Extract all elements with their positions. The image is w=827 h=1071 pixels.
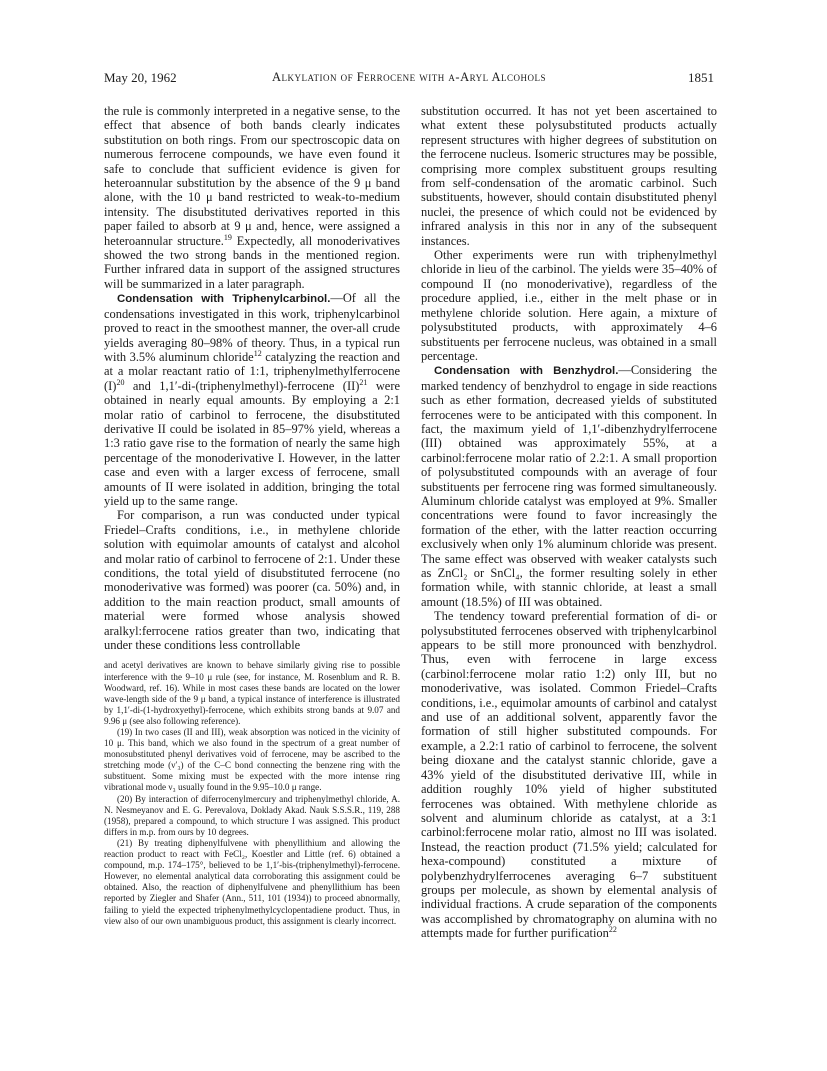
page-number: 1851 [688,70,714,85]
footnote-ref-19: 19 [223,232,232,242]
header-date: May 20, 1962 [104,70,177,85]
right-column [421,104,717,941]
paragraph-benzhydrol: Condensation with Benzhydrol.—Considering the marked tendency of benzhydrol to engage in side reactions such as ether formation, decreased yields of substituted ferrocenes were to be anticipated with this component. In fact, the maximum yield of 1,1′-dibenzhydrylferrocene (III) obtained was approximately 55%, at a carbinol:ferrocene molar ratio of 2.2:1. A small proportion of polysubstituted compounds with an average of four substituents per ferrocene ring was formed simultaneously. Aluminum chloride catalyst was employed at 9%. Smaller concentrations were found to favor increasingly the formation of the ether, with the latter reaction occurring exclusively when only 1% aluminum chloride was present. The same effect was observed with weaker catalysts such as ZnCl₂ or SnCl₄, the former resulting solely in ether formation while, with stannic chloride, at least a small amount (18.5%) of III was obtained. [421,363,717,609]
footnote-21: (21) By treating diphenylfulvene with phenyllithium and allowing the reaction product to react with FeCl₂, Koestler and Little (ref. 6) obtained a compound, m.p. 174–175°, believed to be 1,1′-bis-(triphenylmethyl)-ferrocene. However, no elemental analytical data corroborating this assignment could be obtained. Also, the reaction of diphenylfulvene and phenyllithium has been reported by Ziegler and Shafer (Ann., 511, 101 (1934)) to proceed abnormally, failing to yield the expected triphenylmethylcyclopentadiene product. Thus, in view also of our own unambiguous product, this assignment is clearly incorrect. [104,837,400,926]
paragraph-polysubstitution: substitution occurred. It has not yet been ascertained to what extent these polysubstituted products actually represent structures with higher degrees of substitution on the ferrocene nucleus. Isomeric structures may be possible, comprising more complex substituent groups resulting from self-condensation of the aromatic carbinol. Such substituents, however, should contain disubstituted phenyl nuclei, the presence of which could not be evidenced by infrared analysis in this nor in any of the subsequent instances. [421,104,717,248]
running-header [104,70,714,88]
section-heading-benzhydrol: Condensation with Benzhydrol. [434,365,619,378]
paragraph-rule-interpretation: the rule is commonly interpreted in a negative sense, to the effect that absence of both bands clearly indicates substitution on both rings. From our spectroscopic data on numerous ferrocene compounds, we have even found it safe to conclude that sufficient evidence is given for heteroannular substitution by the absence of the 9 μ band alone, with the 10 μ band restricted to weak-to-medium intensity. The disubstituted derivatives reported in this paper failed to absorb at 9 μ and, hence, were assigned a heteroannular structure.$^{19}$ Expectedly, all monoderivatives showed the two strong bands in the mentioned region. Further infrared data in support of the assigned structures will be summarized in a later paragraph. [104,104,400,291]
footnote-ref-12: 12 [253,348,262,358]
section-heading-triphenylcarbinol: Condensation with Triphenylcarbinol. [117,293,331,306]
paragraph-comparison: For comparison, a run was conducted under typical Friedel–Crafts conditions, i.e., in methylene chloride solution with equimolar amounts of catalyst and alcohol and molar ratio of carbinol to ferrocene of 2:1. Under these conditions, the total yield of disubstituted ferrocene (no monoderivative was formed) was poorer (ca. 50%) and, in addition to the main reaction product, small amounts of material were formed whose analysis showed aralkyl:ferrocene ratios greater than two, indicating that under these conditions less controllable [104,508,400,653]
footnote-ref-22: 22 [608,925,617,935]
footnote-19: (19) In two cases (II and III), weak absorption was noticed in the vicinity of 10 μ. This band, which we also found in the spectrum of a great number of monosubstituted phenyl derivatives void of ferrocene, may be ascribed to the stretching mode (ν′₃) of the C–C bond connecting the benzene ring with the substituent. Some mixing must be expected with the more intense ring vibrational mode ν₃ usually found in the 9.95–10.0 μ range. [104,727,400,793]
footnote-continued: and acetyl derivatives are known to behave similarly giving rise to possible interference with the 9–10 μ rule (see, for instance, M. Rosenblum and R. B. Woodward, ref. 16). While in most cases these bands are located on the lower wave-length side of the 9 μ band, a typical instance of interference is illustrated by 1,1′-di-(1-hydroxyethyl)-ferrocene, which exhibits strong bands at 9.07 and 9.96 μ (see also following reference). [104,660,400,726]
left-column [104,104,400,927]
footnote-ref-20: 20 [116,377,125,387]
footnote-ref-21: 21 [359,377,368,387]
paragraph-triphenylmethyl-chloride: Other experiments were run with triphenylmethyl chloride in lieu of the carbinol. The yields were 35–40% of compound II (no monoderivative), regardless of the procedure applied, i.e., either in the melt phase or in methylene chloride solution. Here again, a mixture of polysubstituted products, with approximately 4–6 substituents per ferrocene nucleus, was obtained in a small percentage. [421,248,717,363]
paragraph-preferential-formation: The tendency toward preferential formation of di- or polysubstituted ferrocenes observed with triphenylcarbinol appears to be still more pronounced with benzhydrol. Thus, even with ferrocene in large excess (carbinol:ferrocene molar ratio 1:2) only III, but no monoderivative, was isolated. Common Friedel–Crafts conditions, i.e., equimolar amounts of carbinol and catalyst and use of an additional solvent, apparently favor the formation of still higher substituted compounds. For example, a 2.2:1 ratio of carbinol to ferrocene, the solvent being dioxane and the catalyst stannic chloride, gave a 43% yield of the disubstituted derivative III, while in addition roughly 10% yield of higher substituted ferrocenes was obtained. With methylene chloride as solvent and aluminum chloride as catalyst, at a 3:1 carbinol:ferrocene molar ratio, almost no III was isolated. Instead, the reaction product (71.5% yield; calculated for hexa-compound) constituted a mixture of polybenzhydrylferrocenes averaging 6–7 substituent groups per molecule, as shown by elemental analysis of individual fractions. A crude separation of the components was accomplished by chromatography on alumina with no attempts made for further purification$^{22}$ [421,609,717,941]
header-title: Alkylation of Ferrocene with α-Aryl Alcohols [271,70,547,84]
paragraph-triphenylcarbinol: Condensation with Triphenylcarbinol.—Of all the condensations investigated in this work, triphenylcarbinol proved to react in the smoothest manner, the over-all crude yields averaging 80–98% of theory. Thus, in a typical run with 3.5% aluminum chloride$^{12}$ catalyzing the reaction and at a molar reactant ratio of 1:1, triphenylmethylferrocene $(I)^{20}$ and 1,1′-di-(triphenylmethyl)-ferrocene (II)$^{21}$ were obtained in nearly equal amounts. By employing a 2:1 molar ratio of carbinol to ferrocene, the disubstituted derivative II could be isolated in 85–97% yield, whereas a 1:3 ratio gave rise to the formation of nearly the same high percentage of the monoderivative I. However, in the latter case and even with a larger excess of ferrocene, small amounts of II were isolated in addition, bringing the total yield up to the same range. [104,291,400,508]
footnotes [104,660,400,926]
footnote-20: (20) By interaction of diferrocenylmercury and triphenylmethyl chloride, A. N. Nesmeyanov and E. G. Perevalova, Doklady Akad. Nauk S.S.S.R., 119, 288 (1958), prepared a compound, to which structure I was assigned. This product differs in m.p. from ours by 10 degrees. [104,793,400,837]
